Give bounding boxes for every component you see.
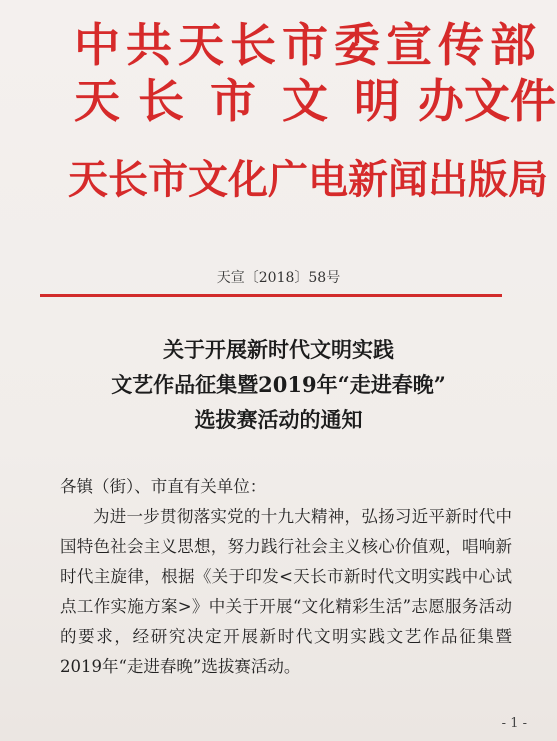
header-line-1: 中共天长市委宣传部 bbox=[74, 18, 542, 72]
red-divider bbox=[40, 294, 502, 297]
salutation: 各镇（街）、市直有关单位： bbox=[60, 477, 267, 496]
body-paragraph: 为进一步贯彻落实党的十九大精神，弘扬习近平新时代中国特色社会主义思想，努力践行社会主义核心价值观，唱响新时代主旋律，根据《关于印发<天长市新时代文明实践中心试点工作实施方案>》中关于开展“文化精彩生活”志愿服务活动的要求，经研究决定开展新时代文明实践文艺作品征集暨2019年“走进春晚”选拔赛活动。 bbox=[60, 507, 512, 676]
header-char: 长 bbox=[138, 74, 184, 128]
document-body bbox=[60, 472, 512, 682]
header-line-3: 天长市文化广电新闻出版局 bbox=[68, 156, 548, 203]
document-number: 天宣〔2018〕58号 bbox=[216, 270, 341, 286]
header-char: 明 bbox=[354, 74, 400, 128]
document-title bbox=[0, 332, 557, 437]
page-number: - 1 - bbox=[501, 716, 527, 731]
header-char: 办文件 bbox=[418, 74, 556, 128]
title-line: 关于开展新时代文明实践 bbox=[163, 337, 394, 362]
title-line: 文艺作品征集暨2019年“走进春晚” bbox=[111, 372, 446, 397]
header-line-2 bbox=[74, 74, 556, 128]
title-line: 选拔赛活动的通知 bbox=[194, 407, 363, 432]
header-char: 市 bbox=[210, 74, 256, 128]
header-char: 天 bbox=[74, 74, 120, 128]
header-char: 文 bbox=[282, 74, 328, 128]
